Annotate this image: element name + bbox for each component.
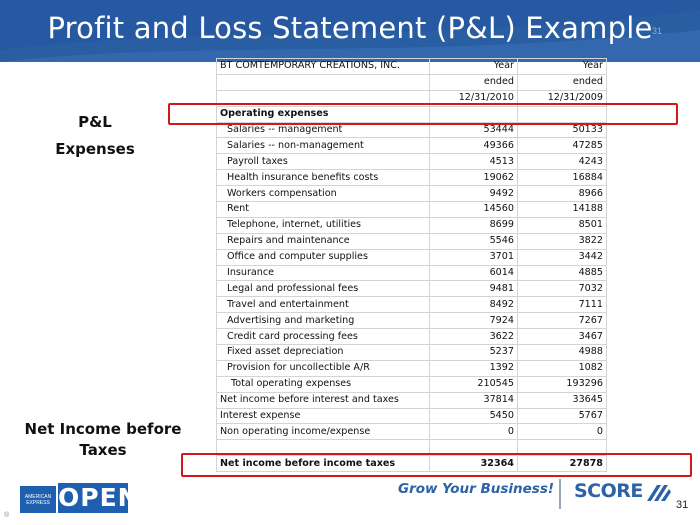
table-row <box>217 138 607 154</box>
expense-value-2010: 7924 <box>430 313 518 329</box>
expense-label: Health insurance benefits costs <box>217 170 430 186</box>
other-line-value-2010: 37814 <box>430 392 518 408</box>
expense-label: Workers compensation <box>217 186 430 202</box>
expense-value-2009: 50133 <box>518 122 607 138</box>
expense-label: Insurance <box>217 265 430 281</box>
footer-divider <box>559 479 561 509</box>
table-row <box>217 376 607 392</box>
expense-value-2010: 9481 <box>430 281 518 297</box>
table-row <box>217 154 607 170</box>
expense-value-2009: 7111 <box>518 297 607 313</box>
expense-label: Salaries -- management <box>217 122 430 138</box>
total-operating-expenses-2010: 210545 <box>430 376 518 392</box>
expense-value-2010: 53444 <box>430 122 518 138</box>
expense-label: Advertising and marketing <box>217 313 430 329</box>
net-income-label <box>8 419 198 461</box>
net-income-before-taxes-2009: 27878 <box>518 456 607 472</box>
table-row <box>217 59 607 75</box>
other-line-value-2009: 0 <box>518 424 607 440</box>
slide-title: Profit and Loss Statement (P&L) Example <box>47 11 653 45</box>
expense-value-2009: 8966 <box>518 186 607 202</box>
expense-value-2009: 3467 <box>518 329 607 345</box>
net-income-highlight-box <box>181 453 692 477</box>
section-heading-operating-expenses: Operating expenses <box>217 106 430 122</box>
other-line-value-2010: 0 <box>430 424 518 440</box>
expense-value-2010: 49366 <box>430 138 518 154</box>
other-line-value-2009: 5767 <box>518 408 607 424</box>
table-row <box>217 281 607 297</box>
expense-value-2009: 3442 <box>518 249 607 265</box>
expenses-label: Expenses <box>55 140 135 158</box>
expense-value-2009: 7267 <box>518 313 607 329</box>
expense-value-2010: 9492 <box>430 186 518 202</box>
expense-value-2010: 8492 <box>430 297 518 313</box>
expense-label: Credit card processing fees <box>217 329 430 345</box>
expense-value-2010: 3701 <box>430 249 518 265</box>
other-line-label: Interest expense <box>217 408 430 424</box>
tagline: Grow Your Business! <box>398 481 555 497</box>
open-logo-text: OPEN <box>58 483 140 512</box>
expense-value-2009: 4243 <box>518 154 607 170</box>
expense-value-2009: 3822 <box>518 233 607 249</box>
table-row <box>217 392 607 408</box>
amex-open-logo <box>16 483 140 513</box>
expense-value-2010: 5237 <box>430 345 518 361</box>
expense-label: Telephone, internet, utilities <box>217 217 430 233</box>
pl-label: P&L <box>78 113 112 131</box>
table-row <box>217 408 607 424</box>
table-row <box>217 345 607 361</box>
column-header-date: 12/31/2009 <box>518 90 607 106</box>
expense-label: Rent <box>217 202 430 218</box>
other-line-label: Non operating income/expense <box>217 424 430 440</box>
table-row <box>217 297 607 313</box>
company-name: BT COMTEMPORARY CREATIONS, INC. <box>217 59 430 75</box>
net-income-label-line2: Taxes <box>79 441 127 459</box>
expense-value-2010: 19062 <box>430 170 518 186</box>
table-row <box>217 424 607 440</box>
expense-value-2009: 7032 <box>518 281 607 297</box>
expense-value-2009: 14188 <box>518 202 607 218</box>
table-row <box>217 217 607 233</box>
expense-label: Office and computer supplies <box>217 249 430 265</box>
net-income-before-taxes-label: Net income before income taxes <box>217 456 430 472</box>
table-row <box>217 329 607 345</box>
table-row <box>217 202 607 218</box>
other-line-value-2009: 33645 <box>518 392 607 408</box>
expense-value-2010: 6014 <box>430 265 518 281</box>
expense-value-2010: 3622 <box>430 329 518 345</box>
expense-value-2009: 16884 <box>518 170 607 186</box>
expense-value-2010: 8699 <box>430 217 518 233</box>
expense-value-2010: 1392 <box>430 360 518 376</box>
expense-value-2009: 1082 <box>518 360 607 376</box>
total-operating-expenses-label: Total operating expenses <box>217 376 430 392</box>
expense-value-2009: 4885 <box>518 265 607 281</box>
net-income-label-line1: Net Income before <box>24 420 182 438</box>
expense-label: Travel and entertainment <box>217 297 430 313</box>
score-logo-text: SCORE <box>574 480 643 502</box>
table-row <box>217 360 607 376</box>
column-header: ended <box>518 74 607 90</box>
column-header: Year <box>430 59 518 75</box>
table-row <box>217 249 607 265</box>
amex-logo-icon: AMERICAN EXPRESS <box>20 486 56 513</box>
table-row <box>217 186 607 202</box>
expense-value-2010: 14560 <box>430 202 518 218</box>
expense-value-2009: 8501 <box>518 217 607 233</box>
expense-label: Provision for uncollectible A/R <box>217 360 430 376</box>
column-header: Year <box>518 59 607 75</box>
expense-value-2010: 5546 <box>430 233 518 249</box>
expense-label: Repairs and maintenance <box>217 233 430 249</box>
expense-label: Payroll taxes <box>217 154 430 170</box>
table-row <box>217 313 607 329</box>
slide-number: 31 <box>676 499 689 511</box>
slide-number-top: 31 <box>652 26 663 36</box>
table-row <box>217 74 607 90</box>
score-stripes-icon <box>643 481 673 503</box>
expense-value-2009: 47285 <box>518 138 607 154</box>
expense-value-2009: 4988 <box>518 345 607 361</box>
column-header-date: 12/31/2010 <box>430 90 518 106</box>
other-line-value-2010: 5450 <box>430 408 518 424</box>
table-cell <box>217 74 430 90</box>
net-income-before-taxes-2010: 32364 <box>430 456 518 472</box>
operating-expenses-highlight-box <box>168 103 678 125</box>
expense-label: Salaries -- non-management <box>217 138 430 154</box>
column-header: ended <box>430 74 518 90</box>
expense-value-2010: 4513 <box>430 154 518 170</box>
total-operating-expenses-2009: 193296 <box>518 376 607 392</box>
title-banner <box>0 0 700 62</box>
table-row <box>217 265 607 281</box>
table-row <box>217 170 607 186</box>
registered-mark: ® <box>4 512 10 519</box>
expense-label: Fixed asset depreciation <box>217 345 430 361</box>
expense-label: Legal and professional fees <box>217 281 430 297</box>
other-line-label: Net income before interest and taxes <box>217 392 430 408</box>
table-row <box>217 233 607 249</box>
